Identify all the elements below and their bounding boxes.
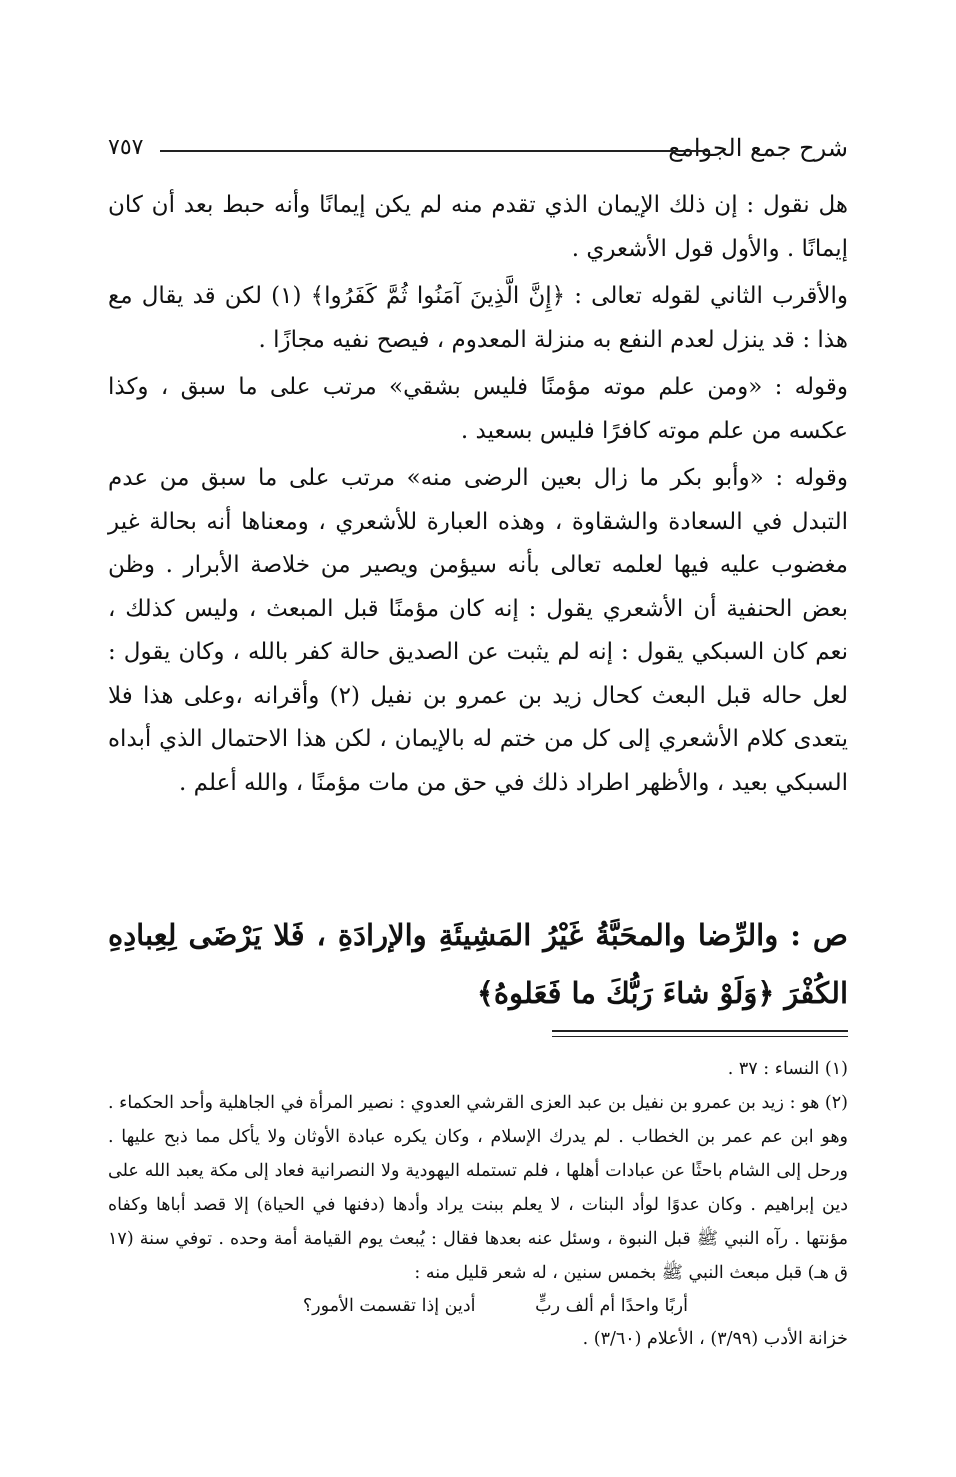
footnote-2: (٢) هو : زيد بن عمرو بن نفيل بن عبد العزى القرشي العدوي : نصير المرأة في الجاهلية وأحد الحكماء . وهو ابن عم عمر بن الخطاب . لم يدرك الإسلام ، وكان يكره عبادة الأوثان ولا يأكل مما ذبح عليها . ورحل إلى الشام باحثًا عن عبادات أهلها ، فلم تستمله اليهودية ولا النصرانية فعاد إلى مكة يعبد الله على دين إبراهيم . وكان عدوًا لوأد البنات ، لا يعلم ببنت يراد وأدها (دفنها في الحياة) إلا قصد أباها وكفاه مؤنتها . رآه النبي ﷺ قبل النبوة ، وسئل عنه بعدها فقال : يُبعث يوم القيامة أمة وحده . توفي سنة (١٧ ق هـ) قبل مبعث النبي ﷺ بخمس سنين ، له شعر قليل منه : xyxy=(108,1093,848,1283)
footnote-1: (١) النساء : ٣٧ . xyxy=(727,1059,848,1079)
running-title: شرح جمع الجوامع xyxy=(668,134,848,162)
verse-second-hemistich: أدين إذا تقسمت الأمور؟ xyxy=(302,1296,476,1316)
paragraph-3: وقوله : «ومن علم موته مؤمنًا فليس بشقي» مرتب على ما سبق ، وكذا عكسه من علم موته كافرًا فليس بسعيد . xyxy=(108,374,848,444)
poem-verse xyxy=(108,1290,848,1322)
page-number: ٧٥٧ xyxy=(108,135,144,160)
footnotes xyxy=(108,1052,848,1356)
paragraph-2: والأقرب الثاني لقوله تعالى : ﴿إِنَّ الَّذِينَ آمَنُوا ثُمَّ كَفَرُوا﴾ (١) لكن قد يقال مع هذا : قد ينزل لعدم النفع به منزلة المعدوم ، فيصح نفيه مجازًا . xyxy=(108,283,848,353)
verse-first-hemistich: أربًا واحدًا أم ألف ربٍّ xyxy=(535,1296,688,1316)
footnote-rule xyxy=(552,1030,848,1032)
header-rule xyxy=(160,150,710,152)
footnote-sources: خزانة الأدب (٣/٩٩) ، الأعلام (٣/٦٠) . xyxy=(582,1329,848,1349)
paragraph-4: وقوله : «وأبو بكر ما زال بعين الرضى منه» مرتب على ما سبق من عدم التبدل في السعادة والشقاوة ، وهذه العبارة للأشعري ، ومعناها أنه بحالة غير مغضوب عليه فيها لعلمه تعالى بأنه سيؤمن ويصير من خلاصة الأبرار . وظن بعض الحنفية أن الأشعري يقول : إنه كان مؤمنًا قبل المبعث ، وليس كذلك ، نعم كان السبكي يقول : إنه لم يثبت عن الصديق حالة كفر بالله ، وكان يقول : لعل حاله قبل البعث كحال زيد بن عمرو بن نفيل (٢) وأقرانه ،وعلى هذا فلا يتعدى كلام الأشعري إلى كل من ختم له بالإيمان ، لكن هذا الاحتمال الذي أبداه السبكي بعيد ، والأظهر اطراد ذلك في حق من مات مؤمنًا ، والله أعلم . xyxy=(108,465,849,796)
footnote-rule-thin xyxy=(552,1036,848,1037)
matn-heading: ص : والرِّضا والمحَبَّةُ غَيْرُ المَشِيئَةِ والإرادَةِ ، فَلا يَرْضَى لِعِبادِهِ الكُفْرَ ﴿وَلَوْ شاءَ رَبُّكَ ما فَعَلوهُ﴾ xyxy=(108,918,848,1010)
main-text xyxy=(108,184,848,805)
paragraph-1: هل نقول : إن ذلك الإيمان الذي تقدم منه لم يكن إيمانًا وأنه حبط بعد أن كان إيمانًا . والأول قول الأشعري . xyxy=(108,192,848,262)
page-header xyxy=(108,128,848,168)
